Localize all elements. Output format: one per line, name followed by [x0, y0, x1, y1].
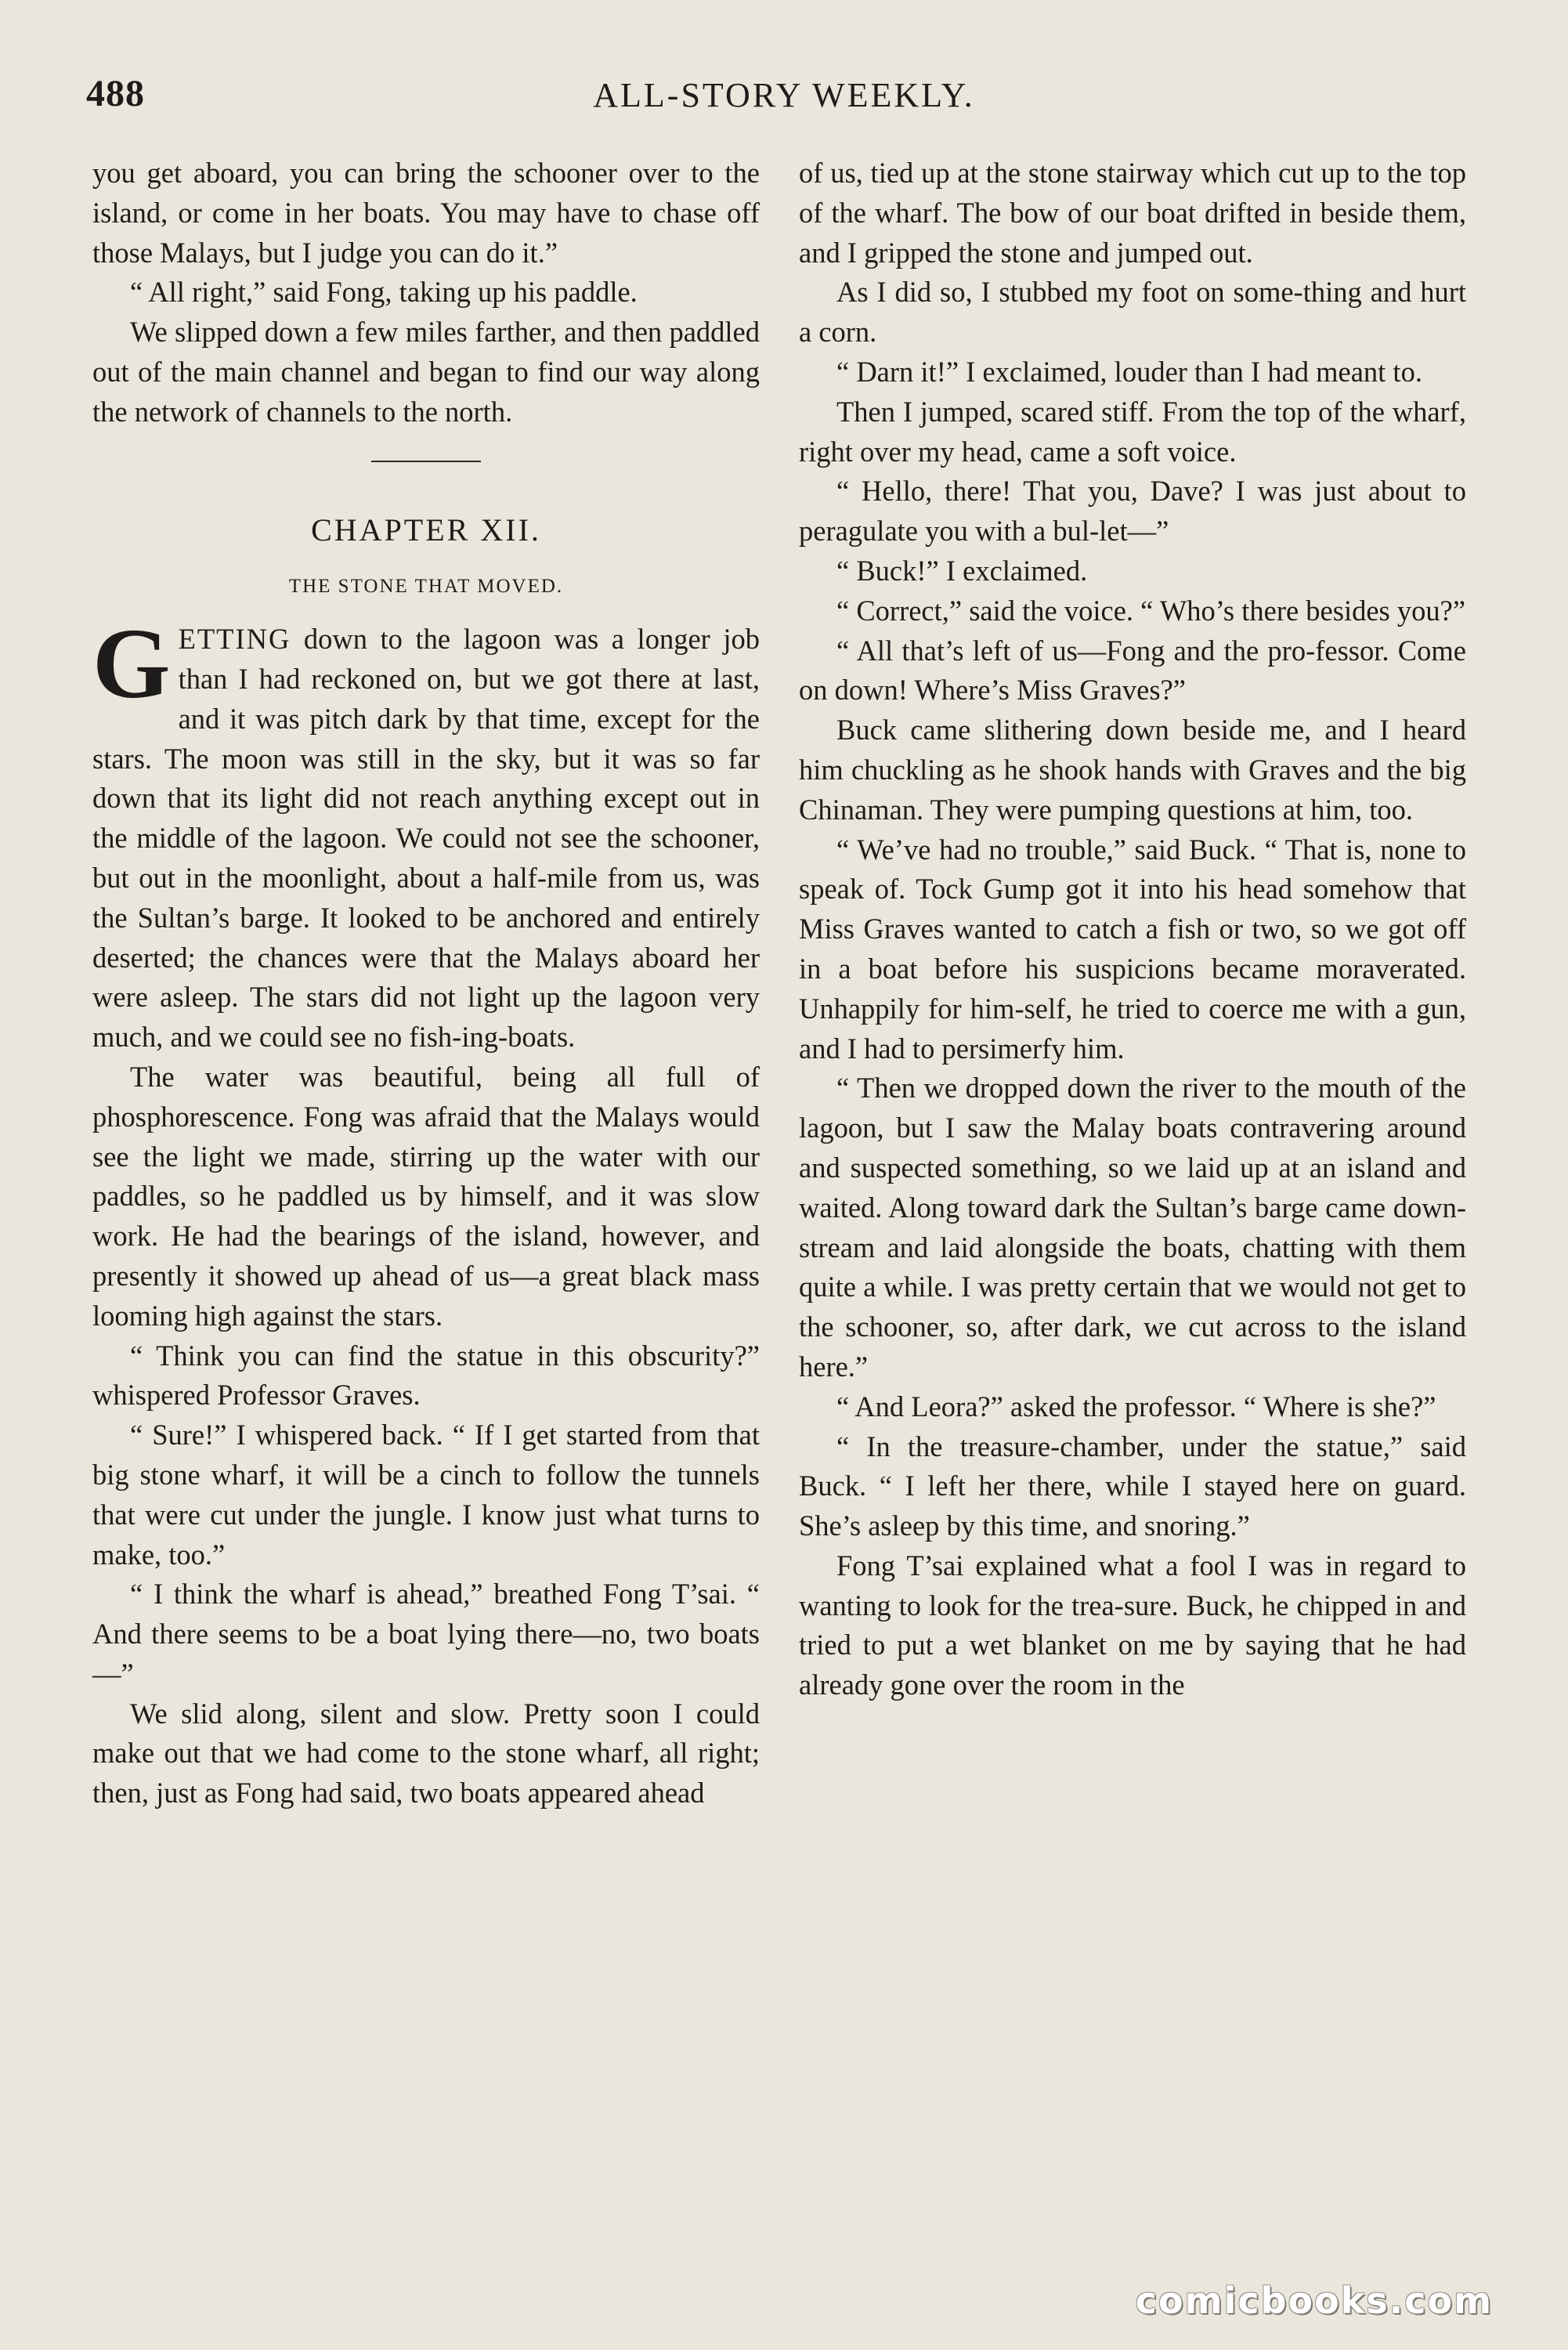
paragraph: As I did so, I stubbed my foot on some-thing and hurt a corn. — [799, 276, 1466, 349]
paragraph: “ Buck!” I exclaimed. — [836, 554, 1088, 587]
opening-small-caps: ETTING — [178, 623, 291, 656]
opening-text: down to the lagoon was a longer job than I had reckoned on, but we got there at last, and it was pitch dark by that time, except for the stars. The moon was still in the sky, but it was so far down that its light did not reach anything except out in the middle of the lagoon. We could not see the schooner, but out in the moonlight, about a half-mile from us, was the Sultan’s barge. It looked to be anchored and entirely deserted; the chances were that the Malays aboard her were asleep. The stars did not light up the lagoon very much, and we could see no fish-ing-boats. — [92, 623, 760, 1054]
paragraph: “ Correct,” said the voice. “ Who’s there besides you?” — [836, 594, 1466, 627]
paragraph: “ Then we dropped down the river to the mouth of the lagoon, but I saw the Malay boats contravering around and suspected something, so we laid up at an island and waited. Along toward dark the Sultan’s barge came down-stream and laid alongside the boats, chatting with them quite a while. I was pretty certain that we would not get to the schooner, so, after dark, we cut across to the island here.” — [799, 1072, 1466, 1383]
paragraph: “ I think the wharf is ahead,” breathed Fong T’sai. “ And there seems to be a boat lying there—no, two boats—” — [92, 1578, 760, 1690]
page-number: 488 — [86, 73, 145, 114]
paragraph: “ Darn it!” I exclaimed, louder than I had meant to. — [836, 355, 1422, 388]
paragraph: Then I jumped, scared stiff. From the top of the wharf, right over my head, came a soft voice. — [799, 395, 1466, 468]
chapter-heading: CHAPTER XII. — [311, 512, 541, 548]
site-watermark: comicbooks.com — [1135, 2280, 1493, 2322]
right-column — [799, 154, 1466, 1705]
paragraph: Fong T’sai explained what a fool I was in regard to wanting to look for the trea-sure. Buck, he chipped in and tried to put a wet blanket on me by saying that he had already gone over the room in the — [799, 1549, 1466, 1701]
paragraph: The water was beautiful, being all full of phosphorescence. Fong was afraid that the Malays would see the light we made, stirring up the water with our paddles, so he paddled us by himself, and it was slow work. He had the bearings of the island, however, and presently it showed up ahead of us—a great black mass looming high against the stars. — [92, 1060, 760, 1332]
paragraph: of us, tied up at the stone stairway which cut up to the top of the wharf. The bow of our boat drifted in beside them, and I gripped the stone and jumped out. — [799, 157, 1466, 269]
drop-cap: G — [92, 608, 171, 720]
paragraph: you get aboard, you can bring the schooner over to the island, or come in her boats. You may have to chase off those Malays, but I judge you can do it.” — [92, 157, 760, 269]
paragraph: “ In the treasure-chamber, under the statue,” said Buck. “ I left her there, while I stayed here on guard. She’s asleep by this time, and snoring.” — [799, 1430, 1466, 1542]
paragraph: “ Hello, there! That you, Dave? I was just about to peragulate you with a bul-let—” — [799, 475, 1466, 548]
paragraph: “ Think you can find the statue in this obscurity?” whispered Professor Graves. — [92, 1339, 760, 1412]
chapter-subtitle: THE STONE THAT MOVED. — [288, 576, 564, 598]
left-column — [92, 154, 760, 1813]
paragraph: “ All that’s left of us—Fong and the pro-fessor. Come on down! Where’s Miss Graves?” — [799, 634, 1466, 707]
paragraph: “ We’ve had no trouble,” said Buck. “ That is, none to speak of. Tock Gump got it into his head somehow that Miss Graves wanted to catch a fish or two, so we got off in a boat before his suspicions became moraverated. Unhappily for him-self, he tried to coerce me with a gun, and I had to persimerfy him. — [799, 833, 1466, 1065]
paragraph: “ And Leora?” asked the professor. “ Where is she?” — [836, 1390, 1436, 1423]
paragraph: We slid along, silent and slow. Pretty soon I could make out that we had come to the stone wharf, all right; then, just as Fong had said, two boats appeared ahead — [92, 1697, 760, 1810]
section-divider — [371, 461, 481, 462]
chapter-opening-paragraph — [92, 608, 760, 1058]
paragraph: “ All right,” said Fong, taking up his paddle. — [130, 276, 638, 309]
paragraph: Buck came slithering down beside me, and I heard him chuckling as he shook hands with Graves and the big Chinaman. They were pumping questions at him, too. — [799, 714, 1466, 826]
paragraph: We slipped down a few miles farther, and then paddled out of the main channel and began to find our way along the network of channels to the north. — [92, 316, 760, 428]
running-head: ALL-STORY WEEKLY. — [593, 76, 975, 114]
paragraph: “ Sure!” I whispered back. “ If I get started from that big stone wharf, it will be a cinch to follow the tunnels that were cut under the jungle. I know just what turns to make, too.” — [92, 1419, 760, 1571]
